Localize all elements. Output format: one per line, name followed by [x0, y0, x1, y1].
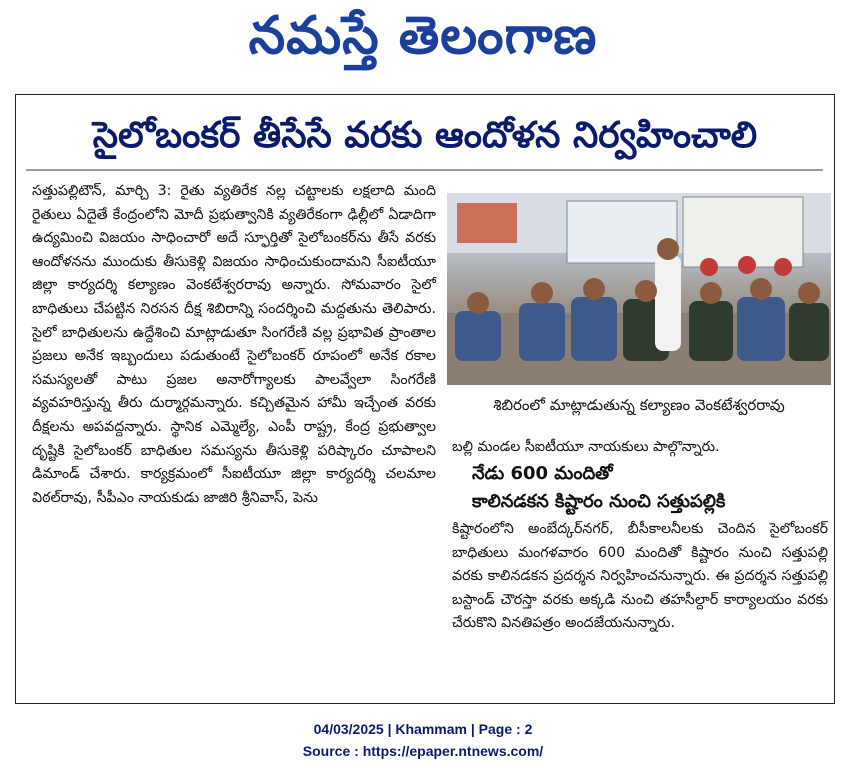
masthead-logo — [0, 0, 846, 80]
column-2-lead: బల్లి మండల సీఐటీయూ నాయకులు పాల్గొన్నారు. — [452, 439, 720, 455]
headline-divider — [26, 169, 823, 171]
photo-illustration — [447, 193, 831, 385]
article-photo — [447, 193, 831, 385]
article-column-1: సత్తుపల్లిటౌన్, మార్చి 3: రైతు వ్యతిరేక నల్ల చట్టాలకు లక్షలాది మంది రైతులు ఏదైతే కేంద్రంలోని మోదీ ప్రభుత్వానికి వ్యతిరేకంగా ఢిల్లీలో ఏడాదిగా ఉద్యమించి విజయం సాధించారో అదే స్ఫూర్తితో సైలోబంకర్‌ను తీసే వరకు ఆందోళనను ముందుకు తీసుకెళ్లి విజయం సాధించుకుందామని సీఐటీయూ జిల్లా కార్యదర్శి కల్యాణం వెంకటేశ్వరరావు అన్నారు. సోమవారం సైలో బాధితులు చేపట్టిన నిరసన దీక్ష శిబిరాన్ని సందర్శించి మద్దతును తెలిపారు. సైలో బాధితులను ఉద్దేశించి మాట్లాడుతూ సింగరేణి వల్ల ప్రభావిత ప్రాంతాల ప్రజలు అనేక ఇబ్బందులు పడుతుంటే సైలోబంకర్ రూపంలో అనేక రకాల సమస్యలతో పాటు ప్రజల అనారోగ్యాలకు పాలవ్వేలా సింగరేణి వ్యవహరిస్తున్న తీరు దుర్మార్గమన్నారు. కచ్చితమైన హామీ ఇచ్చేంత వరకు దీక్షలను అపవద్దన్నారు. స్థానిక ఎమ్మెల్యే, ఎంపీ రాష్ట్ర, కేంద్ర ప్రభుత్వాల దృష్టికి సైలోబంకర్ బాధితుల సమస్యను తీసుకెళ్లి పరిష్కారం చూపాలని డిమాండ్ చేశారు. కార్యక్రమంలో సీఐటీయూ జిల్లా కార్యదర్శి చలమాల విఠల్‌రావు, సీపీఎం నాయకుడు జాజిరి శ్రీనివాస్, పెను — [32, 183, 436, 506]
subheading-line-2: కాలినడకన కిష్టారం నుంచి సత్తుపల్లికి — [472, 491, 726, 512]
article-headline: సైలోబంకర్ తీసేసే వరకు ఆందోళన నిర్వహించాలి — [92, 115, 758, 156]
subheading-line-1: నేడు 600 మందితో — [472, 463, 613, 484]
footer-date-location: 04/03/2025 | Khammam | Page : 2 — [313, 721, 533, 737]
column-2-body: కిష్టారంలోని అంబేద్కర్‌నగర్, బీసీకాలనీలకు చెందిన సైలోబంకర్ బాధితులు మంగళవారం 600 మందితో కిష్టారం నుంచి సత్తుపల్లి వరకు కాలినడకన ప్రదర్శన నిర్వహించనున్నారు. ఈ ప్రదర్శన సత్తుపల్లి బస్టాండ్ చౌరస్తా వరకు అక్కడి నుంచి తహసీల్దార్ కార్యాలయం వరకు చేరుకొని వినతిపత్రం అందజేయనున్నారు. — [452, 521, 828, 632]
footer-source: Source : https://epaper.ntnews.com/ — [302, 743, 544, 759]
masthead-title: నమస్తే తెలంగాణ — [248, 6, 598, 66]
photo-caption: శిబిరంలో మాట్లాడుతున్న కల్యాణం వెంకటేశ్వరరావు — [493, 396, 785, 414]
page-footer — [0, 718, 846, 762]
